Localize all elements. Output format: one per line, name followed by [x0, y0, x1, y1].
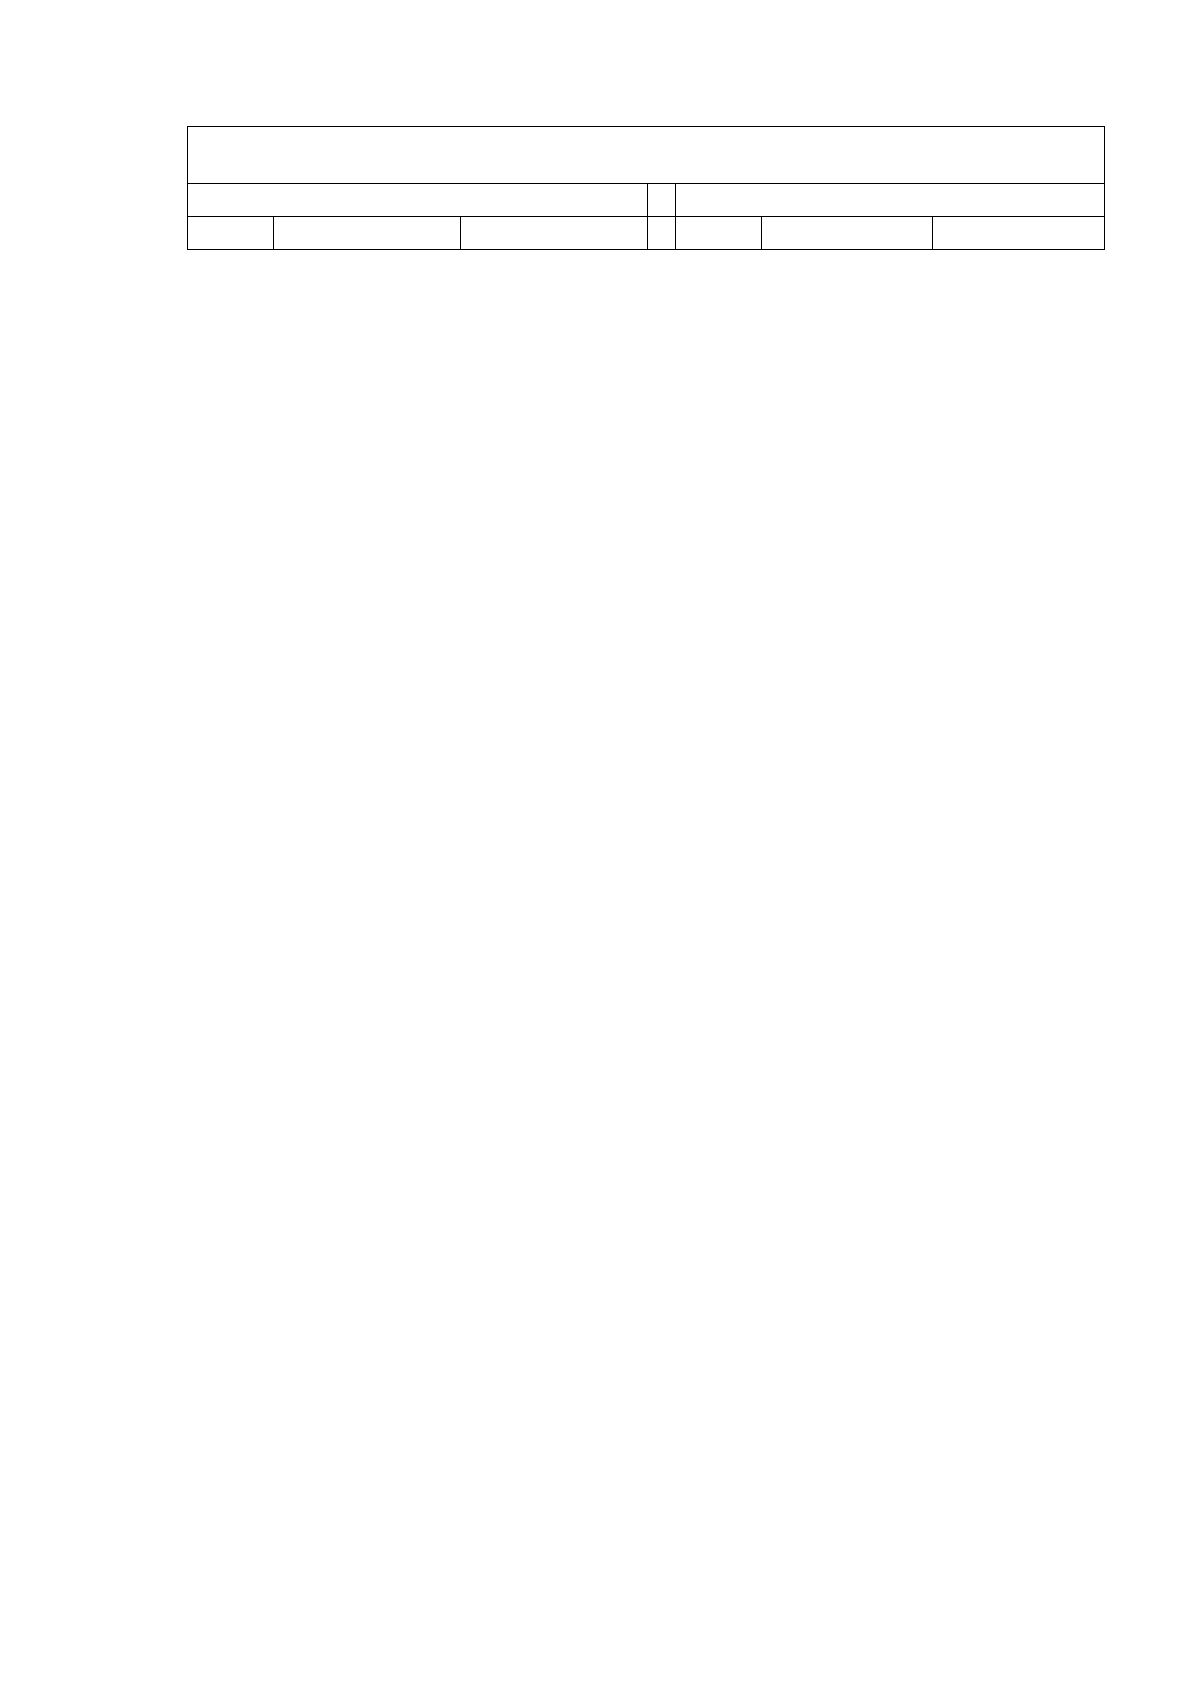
spacer-cell	[648, 184, 676, 217]
left-section-title	[188, 184, 648, 217]
column-header-row	[188, 216, 1105, 249]
crossing-caption	[188, 127, 1105, 184]
header-x-left	[274, 216, 461, 249]
header-num-right	[676, 216, 762, 249]
spacer-cell	[648, 216, 676, 249]
header-y-left	[461, 216, 648, 249]
coordinates-table	[187, 126, 1105, 250]
header-y-right	[933, 216, 1105, 249]
caption-row	[188, 127, 1105, 184]
header-x-right	[762, 216, 933, 249]
section-title-row	[188, 184, 1105, 217]
section-header	[188, 127, 1105, 250]
header-num-left	[188, 216, 274, 249]
right-section-title	[676, 184, 1105, 217]
